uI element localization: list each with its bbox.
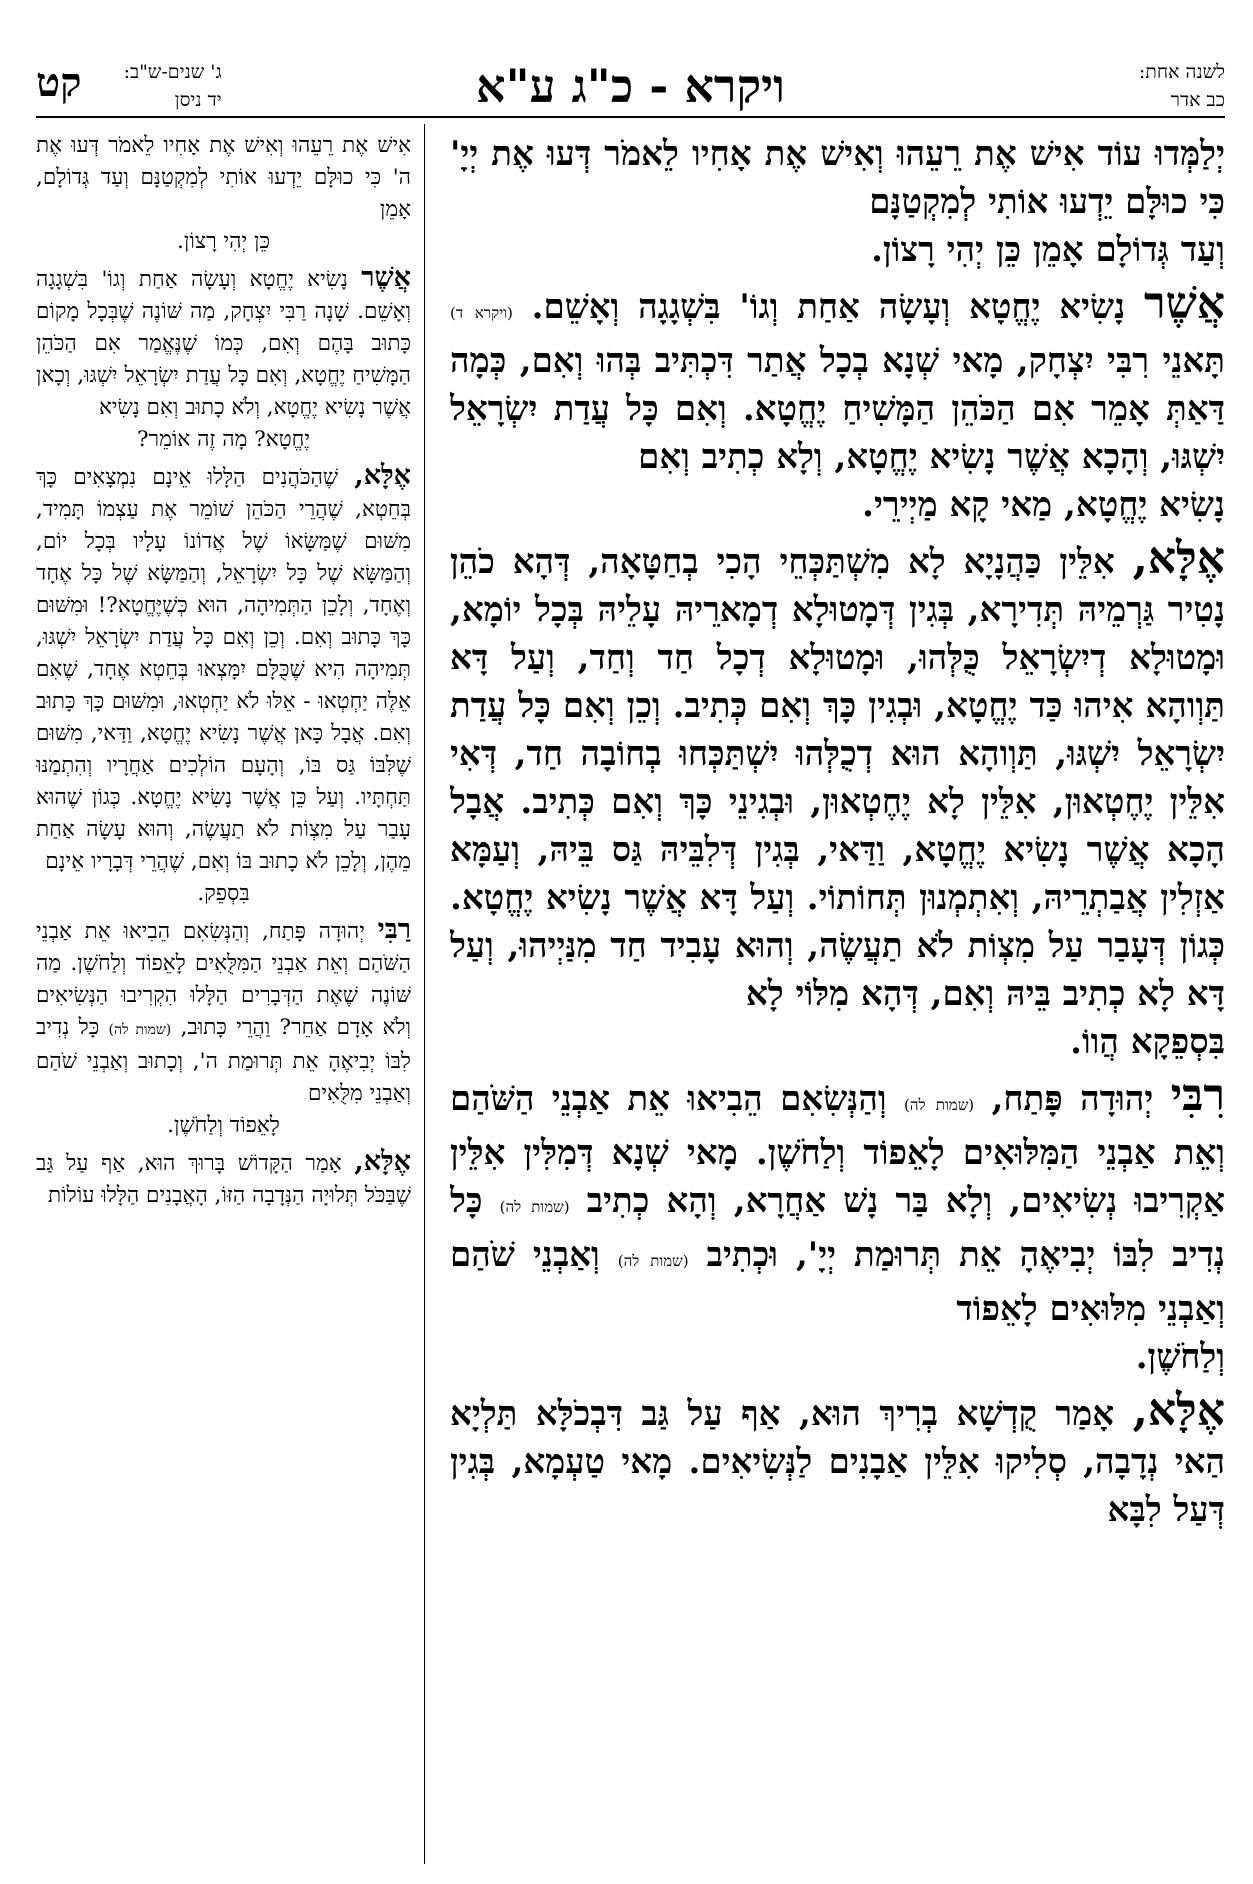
main-column-aramaic	[450, 130, 1225, 1865]
side-p2-opener: אֲשֶׁר	[361, 262, 411, 293]
main-p2-end: נָשִׂיא יֶחֱטָא, מַאי קָא מַיְירֵי.	[862, 485, 1225, 525]
side-p5-opener: אֶלָּא,	[354, 1146, 411, 1177]
side-p4-citation: (שמות לה)	[108, 1022, 172, 1038]
side-p1-end: כֵּן יְהִי רָצוֹן.	[177, 229, 270, 254]
main-paragraph-5	[450, 1387, 1225, 1534]
main-p3-text-b: דְּהָא כֹהֵן נָטִיר גַּרְמֵיהּ תְּדִירָא, בְּגִין דְּמָטוּלָא דְמָארֵיהּ עָלֵיהּ בְּכָל יוֹמָא, וּמָטוּלָא דְיִשְׂרָאֵל כֻּלְּהוּ, וּמָטוּלָא דְכָל חַד וְחַד, וְעַל דָּא תַּוְוהָא אִיהוּ כַּד יֶחֱטָא, וּבְגִין כָּךְ וְאִם כְּתִיב. וְכֵן וְאִם כָּל עֲדַת יִשְׂרָאֵל יִשְׁגּוּ, תַּוְוהָא הוּא דְכֻלְּהוּ יִשְׁתַּכְּחוּ בְחוֹבָה חַד, דְּאִי אִלֵּין יֶחֶטְאוּן, אִלֵּין לָא יֶחֶטְאוּן, וּבְגִינֵי כָּךְ וְאִם כְּתִיב. אֲבָל הָכָא אֲשֶׁר נָשִׂיא יֶחֱטָא, וַדַּאי, בְּגִין דְּלִבֵּיהּ גַּס בֵּיהּ, וְעַמָּא אַזְלִין אֲבַתְרֵיהּ, וְאִתְמְנוּן תְּחוֹתוֹי. וְעַל דָּא אֲשֶׁר נָשִׂיא יֶחֱטָא. כְּגוֹן דְּעָבַר עַל מִצְוֹת לֹא תַעֲשֶׂה, וְהוּא עָבִיד חַד מִנַּיְיהוּ, וְעַל דָּא לָא כְתִיב בֵּיהּ וְאִם, דְּהָא מִלּוֹי לָא	[450, 542, 1225, 1014]
main-p4-citation-1: (שמות לה)	[903, 1096, 975, 1114]
main-p4-text-b: וְהַנְּשִׂאִם הֵבִיאוּ אֵת אַבְנֵי הַשֹּׁהַם וְאֵת אַבְנֵי הַמִּלּוּאִים לָאֵפוֹד וְלַחֹשֶׁן. מָאי שְׁנָא דְּמִלִּין אִלֵּין אַקְרִיבוּ נְשִׂיאִים, וְלָא בַּר נָשׁ אַחֲרָא, וְהָא כְתִיב	[450, 1079, 1225, 1221]
side-p3-text: שֶׁהַכֹּהֲנִים הַלָּלוּ אֵינָם נִמְצָאִים כָּךְ בְּחֵטְא, שֶׁהֲרֵי הַכֹּהֵן שׁוֹמֵר אֶת עַצְמוֹ תָּמִיד, מִשּׁוּם שֶׁמַּשָּׂאוֹ שֶׁל אֲדוֹנוֹ עָלָיו בְּכָל יוֹם, וְהַמַּשָּׂא שֶׁל כָּל יִשְׂרָאֵל, וְהַמַּשָּׂא שֶׁל כָּל אֶחָד וְאֶחָד, וְלָכֵן הַתְּמִיהָה, הוּא כְּשֶׁיֶּחֱטָא?! וּמִשּׁוּם כָּךְ כָּתוּב וְאִם. וְכֵן וְאִם כָּל עֲדַת יִשְׂרָאֵל יִשְׁגּוּ, תְּמִיהָה הִיא שֶׁכֻּלָּם יִמָּצְאוּ בְּחֵטְא אֶחָד, שֶׁאִם אֵלֶּה יַחְטְאוּ - אֵלּוּ לֹא יַחְטְאוּ, וּמִשּׁוּם כָּךְ כָּתוּב וְאִם. אֲבָל כָּאן אֲשֶׁר נָשִׂיא יֶחֱטָא, וַדַּאי, מִשּׁוּם שֶׁלִּבּוֹ גַּס בּוֹ, וְהָעָם הוֹלְכִים אַחֲרָיו וְהִתְמַנּוּ תַּחְתָּיו. וְעַל כֵּן אֲשֶׁר נָשִׂיא יֶחֱטָא. כְּגוֹן שֶׁהוּא עָבַר עַל מִצְוֹת לֹא תַעֲשֶׂה, וְהוּא עָשָׂה אַחַת מֵהֶן, וְלָכֵן לֹא כָתוּב בּוֹ וְאִם, שֶׁהֲרֵי דְּבָרָיו אֵינָם	[36, 465, 411, 874]
main-p1-end: וְעַד גְּדוֹלָם אָמֵן כֵּן יְהִי רָצוֹן.	[871, 230, 1225, 270]
header-three-year-label: ג' שנים-ש"ב:	[123, 61, 222, 83]
side-p3-opener: אֶלָּא,	[354, 460, 411, 491]
side-p2-end: יֶחֱטָא? מָה זֶה אוֹמֵר?	[137, 427, 310, 452]
main-p2-text-a: נָשִׂיא יֶחֱטָא וְעָשָׂה אַחַת וְגוֹ' בִּשְׁגָגָה וְאָשֵׁם.	[512, 287, 1144, 327]
main-p4-text-c: כָּל נְדִיב לִבּוֹ יְבִיאֶהָ אֵת תְּרוּמַת יְיָ', וּכְתִיב	[450, 1181, 1225, 1275]
main-p4-end: וְלַחֹשֶׁן.	[1135, 1337, 1225, 1377]
side-column-hebrew	[36, 130, 411, 1865]
main-paragraph-1	[450, 130, 1225, 274]
header-three-year-date: יד ניסן	[174, 89, 222, 111]
side-p2-text: נָשִׂיא יֶחֱטָא וְעָשָׂה אַחַת וְגוֹ' בִּשְׁגָגָה וְאָשֵׁם. שָׁנָה רַבִּי יִצְחָק, מַה שּׁוֹנֶה שֶׁבְּכָל מָקוֹם כָּתוּב בָּהֶם וְאִם, כְּמוֹ שֶׁנֶּאֱמַר אִם הַכֹּהֵן הַמָּשִׁיחַ יֶחֱטָא, וְאִם כָּל עֲדַת יִשְׂרָאֵל יִשְׁגּוּ, וְכָאן אֲשֶׁר נָשִׂיא יֶחֱטָא, וְלֹא כָתוּב וְאִם נָשִׂיא	[36, 267, 411, 420]
main-p1-text: יְלַמְּדוּ עוֹד אִישׁ אֶת רֵעֵהוּ וְאִישׁ אֶת אָחִיו לֵאמֹר דְּעוּ אֶת יְיָ' כִּי כוּלָּם יֵדְעוּ אוֹתִי לְמִקְטַנָּם	[450, 134, 1225, 222]
header-rule	[36, 116, 1225, 118]
main-p2-citation: (ויקרא ד)	[450, 304, 513, 322]
header-one-year-date: כב אדר	[1170, 89, 1225, 111]
main-p3-opener: אֶלָּא,	[1132, 533, 1225, 584]
main-p4-citation-2: (שמות לה)	[499, 1198, 570, 1216]
main-p5-opener: אֶלָּא,	[1132, 1385, 1225, 1436]
header-one-year-label: לשנה אחת:	[1138, 61, 1225, 83]
page-title: ויקרא - כ"ג ע"א	[476, 59, 785, 113]
main-p2-text-b: תָּאנֵי רִבִּי יִצְחָק, מָאי שְׁנָא בְכָל אֲתַר דִּכְתִּיב בְּהוּ וְאִם, כְּמָה דַּאַתְּ אָמֵר אִם הַכֹּהֵן הַמָּשִׁיחַ יֶחֱטָא. וְאִם כָּל עֲדַת יִשְׂרָאֵל יִשְׁגּוּ, וְהָכָא אֲשֶׁר נָשִׂיא יֶחֱטָא, וְלָא כְתִיב וְאִם	[450, 341, 1225, 477]
side-p4-text-a: יְהוּדָה פָּתַח, וְהַנְּשִׂאִם הֵבִיאוּ אֵת אַבְנֵי הַשֹּׁהַם וְאֵת אַבְנֵי הַמִּלֻּאִים לָאֵפוֹד וְלַחֹשֶׁן. מַה שּׁוֹנֶה שֶׁאֶת הַדְּבָרִים הַלָּלוּ הִקְרִיבוּ הַנְּשִׂיאִים וְלֹא אָדָם אַחֵר? וַהֲרֵי כָּתוּב,	[36, 919, 411, 1040]
main-paragraph-2	[450, 280, 1225, 529]
main-p4-text-d: וְאַבְנֵי שֹׁהַם וְאַבְנֵי מִלּוּאִים לָאֵפוֹד	[450, 1235, 1225, 1329]
side-paragraph-2	[36, 262, 411, 456]
side-p4-text-b: כָּל נְדִיב לִבּוֹ יְבִיאֶהָ אֵת תְּרוּמַת ה', וְכָתוּב וְאַבְנֵי שֹׁהַם וְאַבְנֵי מִלֻּאִים	[36, 1015, 411, 1106]
column-divider	[424, 124, 425, 1864]
side-paragraph-4	[36, 914, 411, 1142]
main-paragraph-4	[450, 1072, 1225, 1381]
side-paragraph-5	[36, 1146, 411, 1212]
side-paragraph-1	[36, 130, 411, 258]
main-p4-opener: רִבִּי	[1170, 1070, 1225, 1121]
main-p3-end: בִּסְפֵקָא הֲווֹ.	[1070, 1022, 1225, 1062]
side-p4-opener: רַבִּי	[377, 914, 411, 945]
page-number: קט	[36, 59, 82, 106]
side-p5-text: אָמַר הַקָּדוֹשׁ בָּרוּךְ הוּא, אַף עַל גַּב שֶׁבַּכֹּל תְּלוּיָה הַנְּדָבָה הַזּוֹ, הָאֲבָנִים הַלָּלוּ עוֹלוֹת	[36, 1151, 411, 1208]
main-p3-text-a: אִלֵּין כַּהֲנָיָא לָא מִשְׁתַּכְּחֵי הָכִי בְחַטָּאָה,	[588, 542, 1133, 582]
side-paragraph-3	[36, 460, 411, 910]
main-p4-citation-3: (שמות לה)	[617, 1252, 689, 1270]
header-left-info	[36, 58, 222, 114]
side-p1-text: אִישׁ אֶת רֵעֵהוּ וְאִישׁ אֶת אָחִיו לֵאמֹר דְּעוּ אֶת ה' כִּי כוּלָּם יֵדְעוּ אוֹתִי לְמִקְטַנָּם וְעַד גְּדוֹלָם, אָמֵן	[36, 133, 411, 222]
page-header	[36, 44, 1225, 140]
header-three-year-info	[124, 58, 222, 114]
main-p4-text-a: יְהוּדָה פָּתַח,	[974, 1079, 1171, 1119]
main-p2-opener: אֲשֶׁר	[1143, 278, 1225, 329]
main-p5-text: אָמַר קֻדְשָׁא בְרִיךְ הוּא, אַף עַל גַּב דִּבְכֹלָּא תַּלְיָא הַאי נְדָבָה, סְלִיקוּ אִלֵּין אַבָנִים לַנְּשִׂיאִים. מָאי טַעְמָא, בְּגִין דְּעַל לִבָּא	[450, 1394, 1225, 1530]
side-p4-end: לָאֵפוֹד וְלַחֹשֶׁן.	[167, 1113, 280, 1138]
side-p3-end: בִּסְפֵק.	[197, 881, 250, 906]
main-paragraph-3	[450, 535, 1225, 1066]
